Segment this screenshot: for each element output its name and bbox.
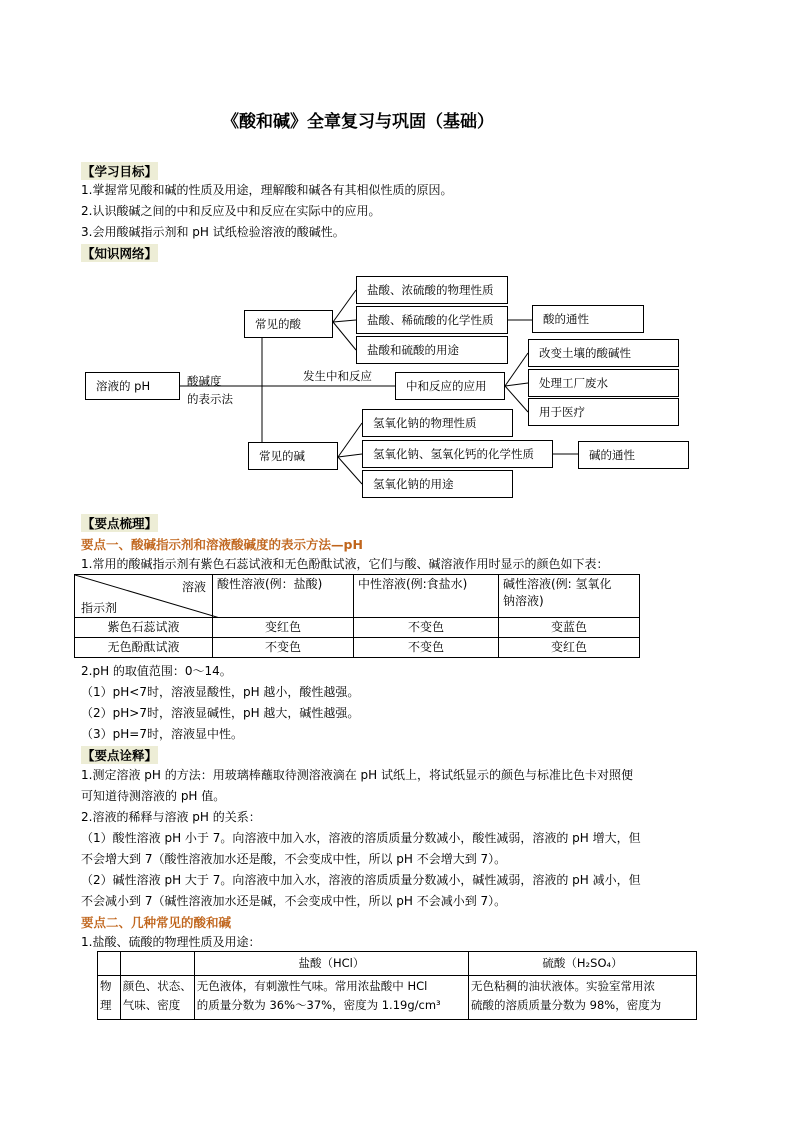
node-solution-ph: 溶液的 pH bbox=[85, 372, 180, 400]
property-text-1: 颜色、状态、 bbox=[122, 979, 192, 993]
cell-basic: 变红色 bbox=[498, 638, 639, 658]
hcl-desc-1: 无色液体，有刺激性气味。常用浓盐酸中 HCl bbox=[196, 979, 428, 993]
table-row bbox=[75, 638, 640, 658]
h2so4-desc-1: 无色粘稠的油状液体。实验室常用浓 bbox=[471, 979, 655, 993]
node-base-common-props: 碱的通性 bbox=[578, 441, 689, 469]
table-corner-cell bbox=[75, 575, 213, 618]
ph-range: 2.pH 的取值范围：0～14。 bbox=[81, 664, 232, 678]
node-common-acids: 常见的酸 bbox=[244, 310, 333, 338]
node-acid-physical: 盐酸、浓硫酸的物理性质 bbox=[356, 276, 508, 304]
node-base-physical: 氢氧化钠的物理性质 bbox=[362, 409, 513, 437]
cell-category bbox=[98, 976, 121, 1020]
node-acid-common-props: 酸的通性 bbox=[532, 305, 644, 333]
goal-item: 1.掌握常见酸和碱的性质及用途，理解酸和碱各有其相似性质的原因。 bbox=[81, 183, 453, 197]
k1-intro: 1.常用的酸碱指示剂有紫色石蕊试液和无色酚酞试液，它们与酸、碱溶液作用时显示的颜色如下表： bbox=[81, 557, 609, 571]
explain-line: 不会减小到 7（碱性溶液加水还是碱，不会变成中性，所以 pH 不会减小到 7）。 bbox=[81, 894, 507, 908]
goal-item: 3.会用酸碱指示剂和 pH 试纸检验溶液的酸碱性。 bbox=[81, 225, 345, 239]
explain-line: 不会增大到 7（酸性溶液加水还是酸，不会变成中性，所以 pH 不会增大到 7）。 bbox=[81, 852, 507, 866]
page-title: 《酸和碱》全章复习与巩固（基础） bbox=[222, 112, 494, 132]
network-heading: 【知识网络】 bbox=[82, 246, 158, 261]
explain-line: 2.溶液的稀释与溶液 pH 的关系： bbox=[81, 810, 261, 824]
header-acidic bbox=[212, 575, 353, 618]
header-basic-text-1: 碱性溶液(例: 氢氧化 bbox=[502, 577, 612, 591]
cell-h2so4-desc bbox=[469, 976, 697, 1020]
explain-line: （1）酸性溶液 pH 小于 7。向溶液中加入水，溶液的溶质质量分数减小，酸性减弱，溶液的 pH 增大，但 bbox=[81, 831, 641, 845]
header-neutral-text: 中性溶液(例:食盐水) bbox=[357, 577, 468, 591]
category-text-1: 物 bbox=[100, 979, 112, 993]
cell-neutral: 不变色 bbox=[353, 618, 498, 638]
corner-indicator-label: 指示剂 bbox=[81, 601, 118, 615]
section-title-k1: 要点一、酸碱指示剂和溶液酸碱度的表示方法—pH bbox=[81, 537, 363, 552]
table-row bbox=[75, 618, 640, 638]
property-text-2: 气味、密度 bbox=[122, 998, 181, 1012]
explain-line: 1.测定溶液 pH 的方法：用玻璃棒蘸取待测溶液滴在 pH 试纸上，将试纸显示的颜色与标准比色卡对照便 bbox=[81, 768, 633, 782]
cell-hcl-desc bbox=[194, 976, 468, 1020]
node-base-chemical: 氢氧化钠、氢氧化钙的化学性质 bbox=[362, 440, 553, 468]
header-h2so4: 硫酸（H₂SO₄） bbox=[469, 952, 697, 976]
explain-line: （2）碱性溶液 pH 大于 7。向溶液中加入水，溶液的溶质质量分数减小，碱性减弱，溶液的 pH 减小，但 bbox=[81, 873, 641, 887]
node-acid-uses: 盐酸和硫酸的用途 bbox=[356, 336, 508, 364]
cell-basic: 变蓝色 bbox=[498, 618, 639, 638]
header-basic-text-2: 钠溶液) bbox=[502, 594, 544, 608]
label-representation: 的表示法 bbox=[187, 392, 233, 406]
explain-heading: 【要点诠释】 bbox=[82, 748, 158, 763]
cell-property bbox=[120, 976, 194, 1020]
cell-acidic: 不变色 bbox=[212, 638, 353, 658]
explain-line: 可知道待测溶液的 pH 值。 bbox=[81, 789, 226, 803]
empty-cell bbox=[120, 952, 194, 976]
category-text-2: 理 bbox=[100, 998, 112, 1012]
cell-indicator: 无色酚酞试液 bbox=[75, 638, 213, 658]
h2so4-desc-2: 硫酸的溶质质量分数为 98%，密度为 bbox=[471, 998, 662, 1012]
goal-item: 2.认识酸碱之间的中和反应及中和反应在实际中的应用。 bbox=[81, 204, 381, 218]
header-neutral bbox=[353, 575, 498, 618]
cell-acidic: 变红色 bbox=[212, 618, 353, 638]
k2-intro: 1.盐酸、硫酸的物理性质及用途： bbox=[81, 935, 261, 949]
node-app-wastewater: 处理工厂废水 bbox=[528, 369, 679, 397]
label-acidity: 酸碱度 bbox=[187, 374, 222, 388]
ph-item: （1）pH<7时，溶液显酸性，pH 越小，酸性越强。 bbox=[81, 685, 360, 699]
ph-item: （3）pH=7时，溶液显中性。 bbox=[81, 727, 243, 741]
header-hcl: 盐酸（HCl） bbox=[194, 952, 468, 976]
node-neutralization-apps: 中和反应的应用 bbox=[395, 372, 505, 400]
node-acid-chemical: 盐酸、稀硫酸的化学性质 bbox=[356, 306, 508, 334]
indicator-table bbox=[74, 574, 640, 658]
node-app-soil: 改变土壤的酸碱性 bbox=[528, 339, 679, 367]
cell-neutral: 不变色 bbox=[353, 638, 498, 658]
acid-properties-table bbox=[97, 951, 697, 1020]
points-heading: 【要点梳理】 bbox=[82, 516, 158, 531]
node-base-uses: 氢氧化钠的用途 bbox=[362, 470, 513, 498]
node-common-bases: 常见的碱 bbox=[248, 442, 338, 470]
header-basic bbox=[498, 575, 639, 618]
section-title-k2: 要点二、几种常见的酸和碱 bbox=[81, 915, 232, 930]
hcl-desc-2: 的质量分数为 36%～37%，密度为 1.19g/cm³ bbox=[196, 998, 441, 1012]
goals-heading: 【学习目标】 bbox=[82, 164, 158, 179]
empty-cell bbox=[98, 952, 121, 976]
table-row bbox=[98, 976, 697, 1020]
corner-solution-label: 溶液 bbox=[181, 580, 206, 594]
ph-item: （2）pH>7时，溶液显碱性，pH 越大，碱性越强。 bbox=[81, 706, 360, 720]
node-app-medical: 用于医疗 bbox=[528, 398, 679, 426]
label-neutralization: 发生中和反应 bbox=[303, 369, 372, 383]
header-acidic-text: 酸性溶液(例：盐酸) bbox=[216, 577, 323, 591]
cell-indicator: 紫色石蕊试液 bbox=[75, 618, 213, 638]
